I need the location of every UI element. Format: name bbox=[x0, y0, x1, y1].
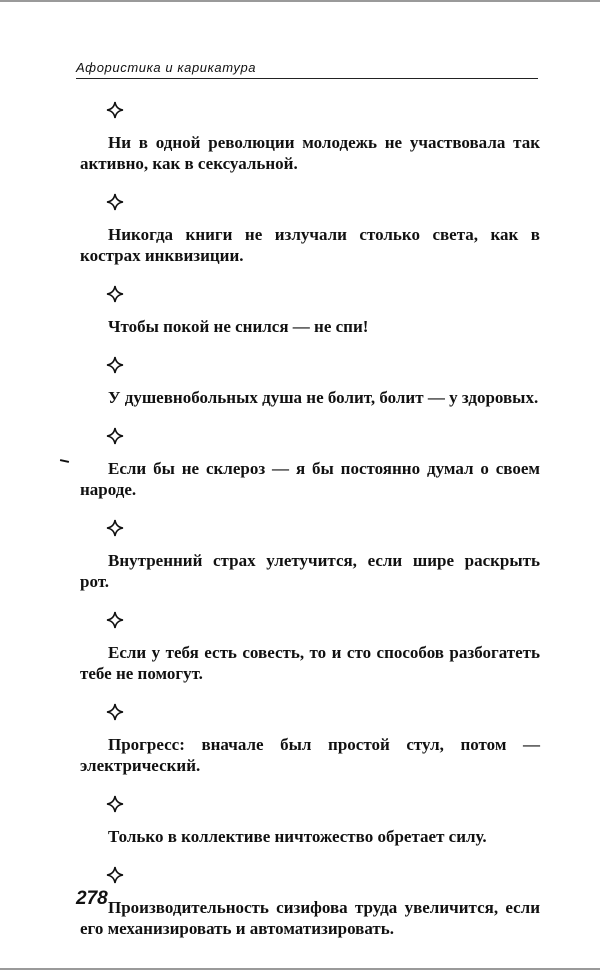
aphorism-entry bbox=[80, 696, 540, 776]
four-point-star-icon bbox=[80, 94, 540, 126]
four-point-star-icon bbox=[80, 859, 540, 891]
bottom-border bbox=[0, 968, 600, 970]
aphorism-text: Только в коллективе ничтожество обретает силу. bbox=[108, 827, 487, 846]
four-point-star-icon bbox=[80, 512, 540, 544]
aphorism-list bbox=[80, 94, 540, 951]
aphorism-entry bbox=[80, 788, 540, 847]
four-point-star-icon bbox=[80, 278, 540, 310]
aphorism-text: У душевнобольных душа не болит, болит — у здоровых. bbox=[108, 388, 539, 407]
aphorism-entry bbox=[80, 512, 540, 592]
aphorism-text: Ни в одной революции молодежь не участвовала так активно, как в сексуальной. bbox=[80, 133, 540, 173]
aphorism-text: Чтобы покой не снился — не спи! bbox=[108, 317, 369, 336]
four-point-star-icon bbox=[80, 420, 540, 452]
aphorism-text: Внутренний страх улетучится, если шире раскрыть рот. bbox=[80, 551, 540, 591]
page-number: 278 bbox=[76, 888, 108, 909]
four-point-star-icon bbox=[80, 696, 540, 728]
aphorism-entry bbox=[80, 859, 540, 939]
four-point-star-icon bbox=[80, 788, 540, 820]
four-point-star-icon bbox=[80, 186, 540, 218]
four-point-star-icon bbox=[80, 349, 540, 381]
running-header: Афористика и карикатура bbox=[76, 60, 257, 75]
aphorism-text: Прогресс: вначале был простой стул, потом — электрический. bbox=[80, 735, 540, 775]
four-point-star-icon bbox=[80, 604, 540, 636]
aphorism-entry bbox=[80, 94, 540, 174]
aphorism-entry bbox=[80, 420, 540, 500]
aphorism-entry bbox=[80, 186, 540, 266]
aphorism-entry bbox=[80, 278, 540, 337]
aphorism-text: Если бы не склероз — я бы постоянно думал о своем народе. bbox=[80, 459, 540, 499]
aphorism-entry bbox=[80, 349, 540, 408]
aphorism-text: Производительность сизифова труда увеличится, если его механизировать и автоматизировать. bbox=[80, 898, 540, 938]
aphorism-text: Никогда книги не излучали столько света, как в кострах инквизиции. bbox=[80, 225, 540, 265]
margin-mark bbox=[60, 459, 69, 463]
aphorism-text: Если у тебя есть совесть, то и сто способов разбогатеть тебе не помогут. bbox=[80, 643, 540, 683]
aphorism-entry bbox=[80, 604, 540, 684]
header-rule bbox=[76, 78, 538, 79]
top-border bbox=[0, 0, 600, 2]
